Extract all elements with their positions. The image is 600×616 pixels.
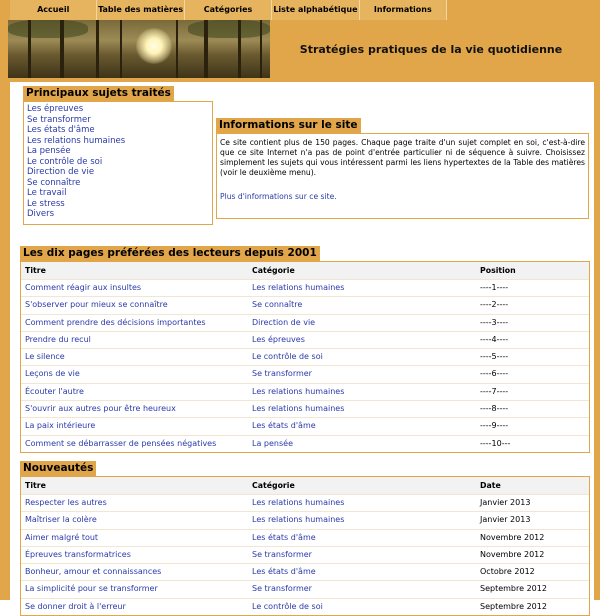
row-date: Octobre 2012 [480,567,535,577]
table-row [21,279,589,296]
tree-trunk [60,20,64,78]
row-title-link[interactable]: La paix intérieure [25,421,96,431]
table-row [21,529,589,546]
column-header: Catégorie [252,266,295,275]
topic-link[interactable]: Le stress [27,198,65,209]
main-content [10,82,594,611]
site-title: Stratégies pratiques de la vie quotidienne [270,20,592,78]
topic-link[interactable]: Les épreuves [27,104,84,114]
table-row [21,365,589,382]
row-category-link[interactable]: Les relations humaines [252,283,345,292]
row-title-link[interactable]: Bonheur, amour et connaissances [25,567,162,577]
tree-trunk [238,20,241,78]
column-header: Date [480,481,501,490]
topic-link[interactable]: Le contrôle de soi [27,156,103,167]
news-title: Nouveautés [20,461,96,476]
news-section [20,461,590,616]
table-row [21,383,589,400]
table-row [21,511,589,528]
topics-panel [23,86,213,225]
row-title-link[interactable]: S'ouvrir aux autres pour être heureux [25,404,176,414]
table-row [21,400,589,417]
row-title-link[interactable]: Le silence [25,352,65,362]
row-position: ----6---- [480,369,509,379]
row-position: ----8---- [480,404,509,414]
foliage-right [188,20,270,38]
column-header: Titre [25,266,46,275]
topic-link[interactable]: Se connaître [27,177,81,188]
row-date: Janvier 2013 [480,515,531,525]
table-row [21,563,589,580]
row-category-link[interactable]: Les états d'âme [252,567,316,577]
row-category-link[interactable]: Le contrôle de soi [252,352,323,362]
row-category-link[interactable]: Le contrôle de soi [252,601,323,611]
row-category-link[interactable]: Les états d'âme [252,421,316,431]
row-title-link[interactable]: Aimer malgré tout [25,532,99,542]
topics-list [23,101,213,225]
row-title-link[interactable]: Leçons de vie [25,369,80,379]
info-text: Ce site contient plus de 150 pages. Chaque page traite d'un sujet complet en soi, c'est-à-dire que ce site Internet n'a pas de point d'entrée particulier ni de séquence à suivre. Choisissez simplement les sujets qui vous intéressent parmi les liens hypertextes de la Table des matières (voir le deuxième menu). [220,138,585,177]
top-pages-table [20,261,590,453]
top-nav [10,0,447,20]
info-panel [216,118,589,219]
row-category-link[interactable]: Les épreuves [252,334,305,344]
row-title-link[interactable]: Maîtriser la colère [25,515,97,525]
column-header: Catégorie [252,481,295,490]
table-row [21,435,589,452]
row-title-link[interactable]: Comment se débarrasser de pensées négatives [25,438,217,448]
table-row [21,580,589,597]
row-position: ----3---- [480,317,509,327]
topics-title: Principaux sujets traités [23,86,174,101]
row-title-link[interactable]: Comment prendre des décisions importantes [25,317,206,327]
topic-link[interactable]: Les relations humaines [27,135,126,146]
topic-link[interactable]: Se transformer [27,114,91,125]
row-category-link[interactable]: Les états d'âme [252,532,316,542]
tree-trunk [204,20,208,78]
topic-link[interactable]: Le travail [27,188,67,198]
tree-trunk [96,20,99,78]
row-position: ----5---- [480,352,509,362]
row-position: ----7---- [480,386,509,396]
row-title-link[interactable]: Se donner droit à l'erreur [25,601,126,611]
column-header: Position [480,266,516,275]
table-row [21,296,589,313]
row-date: Janvier 2013 [480,498,531,507]
row-title-link[interactable]: Écouter l'autre [25,386,84,396]
topic-link[interactable]: Direction de vie [27,167,95,177]
tree-trunk [260,20,262,78]
column-header: Titre [25,481,46,490]
foliage-left [8,20,88,38]
row-category-link[interactable]: Se connaître [252,300,303,310]
row-category-link[interactable]: Direction de vie [252,317,316,327]
row-title-link[interactable]: Prendre du recul [25,334,91,344]
topic-link[interactable]: La pensée [27,146,71,156]
table-row [21,417,589,434]
table-row [21,314,589,331]
row-title-link[interactable]: Épreuves transformatrices [25,549,131,559]
info-title: Informations sur le site [216,118,361,133]
row-category-link[interactable]: Se transformer [252,584,312,594]
row-position: ----10--- [480,438,511,448]
tree-trunk [176,20,178,78]
table-row [21,598,589,615]
row-title-link[interactable]: S'observer pour mieux se connaître [25,300,168,310]
top-pages-title: Les dix pages préférées des lecteurs depuis 2001 [20,246,320,261]
top-pages-section [20,246,590,453]
row-category-link[interactable]: Se transformer [252,549,312,559]
table-row [21,348,589,365]
row-title-link[interactable]: Respecter les autres [25,498,107,507]
tree-trunk [120,20,122,78]
table-row [21,546,589,563]
row-category-link[interactable]: Se transformer [252,369,312,379]
nav-item-table-des-matieres[interactable]: Table des matières [97,0,184,20]
row-position: ----2---- [480,300,509,310]
tree-trunk [28,20,31,78]
row-category-link[interactable]: Les relations humaines [252,386,345,396]
table-header [21,262,589,279]
row-title-link[interactable]: La simplicité pour se transformer [25,584,158,594]
nav-item-categories[interactable]: Catégories [185,0,272,20]
nav-item-liste-alphabetique[interactable]: Liste alphabétique [272,0,359,20]
row-title-link[interactable]: Comment réagir aux insultes [25,283,142,292]
table-row [21,494,589,511]
nav-item-accueil[interactable]: Accueil [10,0,97,20]
info-more-link[interactable]: Plus d'informations sur ce site. [220,192,337,201]
row-category-link[interactable]: Les relations humaines [252,404,345,414]
row-position: ----4---- [480,334,509,344]
news-table [20,476,590,616]
row-position: ----1---- [480,283,509,292]
row-date: Septembre 2012 [480,584,547,594]
row-date: Novembre 2012 [480,549,545,559]
header-forest-image [8,20,270,78]
nav-item-informations[interactable]: Informations [360,0,447,20]
row-category-link[interactable]: Les relations humaines [252,515,345,525]
row-category-link[interactable]: Les relations humaines [252,498,345,507]
info-box [216,133,589,219]
row-date: Novembre 2012 [480,532,545,542]
table-header [21,477,589,494]
row-category-link[interactable]: La pensée [252,438,293,448]
row-position: ----9---- [480,421,509,431]
topic-link[interactable]: Divers [27,209,55,219]
sunlight-glow [136,28,172,64]
table-row [21,331,589,348]
row-date: Septembre 2012 [480,601,547,611]
topic-link[interactable]: Les états d'âme [27,125,95,135]
